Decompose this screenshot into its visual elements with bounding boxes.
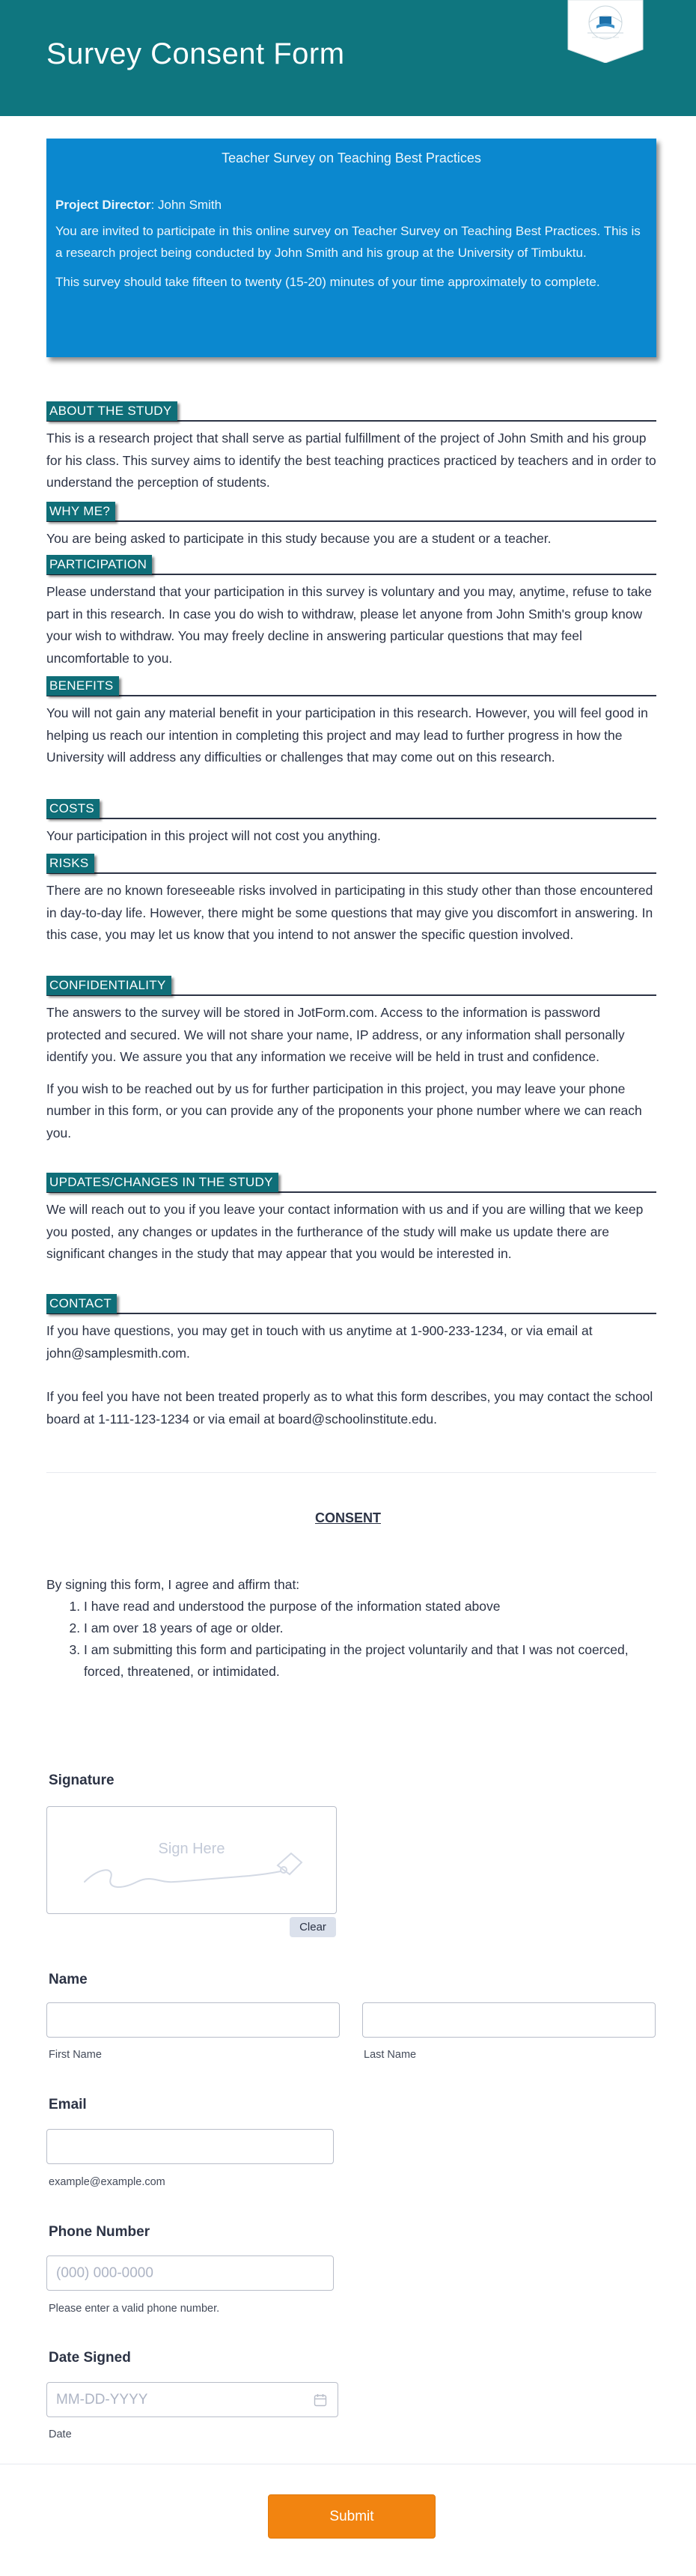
section-participation bbox=[46, 551, 656, 669]
section-benefits bbox=[46, 672, 656, 769]
clear-signature-button[interactable]: Clear bbox=[290, 1917, 336, 1937]
section-why-me bbox=[46, 498, 656, 550]
school-logo bbox=[567, 0, 644, 63]
section-text-about: This is a research project that shall serve as partial fulfillment of the project of John Smith and his group for his class. This survey aims to identify the best teaching practices practiced by teachers and in order to understand the perception of students. bbox=[46, 431, 656, 490]
consent-item: 3. I am submitting this form and participating in the project voluntarily and that I was not coerced, forced, threatened, or intimidated. bbox=[84, 1639, 656, 1683]
date-placeholder: MM-DD-YYYY bbox=[56, 2392, 148, 2408]
first-name-sublabel: First Name bbox=[49, 2049, 102, 2061]
email-label: Email bbox=[49, 2097, 87, 2112]
signature-pad[interactable] bbox=[46, 1806, 337, 1914]
section-label-confidentiality: CONFIDENTIALITY bbox=[46, 976, 171, 995]
consent-title: CONSENT bbox=[314, 1510, 381, 1525]
section-label-contact: CONTACT bbox=[46, 1294, 117, 1313]
consent-item: 2. I am over 18 years of age or older. bbox=[84, 1617, 656, 1639]
section-label-about: ABOUT THE STUDY bbox=[46, 401, 177, 421]
director-name: : John Smith bbox=[150, 198, 222, 212]
consent-list bbox=[46, 1596, 656, 1683]
section-risks bbox=[46, 850, 656, 947]
section-label-why-me: WHY ME? bbox=[46, 502, 115, 521]
submit-button[interactable]: Submit bbox=[268, 2494, 436, 2539]
section-text-risks: There are no known foreseeable risks involved in participating in this study other than those encountered in day-to-day life. However, there might be some questions that may give you discomfort in answering. In this case, you may let us know that you intend to not answer the specific question involved. bbox=[46, 883, 653, 942]
consent-item: 1. I have read and understood the purpose of the information stated above bbox=[84, 1596, 656, 1617]
phone-label: Phone Number bbox=[49, 2224, 150, 2240]
section-confidentiality bbox=[46, 972, 656, 1144]
section-label-costs: COSTS bbox=[46, 799, 100, 818]
section-about bbox=[46, 398, 656, 494]
section-label-updates: UPDATES/CHANGES IN THE STUDY bbox=[46, 1173, 278, 1192]
section-text-benefits: You will not gain any material benefit in your participation in this research. However, you will feel good in helping us reach our intention in completing this project and may lead to further progress in how the University will address any difficulties or challenges that may come out on this research. bbox=[46, 705, 648, 765]
signature-label: Signature bbox=[49, 1772, 115, 1788]
section-text-participation: Please understand that your participation in this survey is voluntary and you may, anytime, refuse to take part in this research. In case you do wish to withdraw, please let anyone from John Smith's group know your wish to withdraw. You may freely decline in answering particular questions that may feel uncomfortable to you. bbox=[46, 584, 652, 666]
section-text-why-me: You are being asked to participate in this study because you are a student or a teacher. bbox=[46, 531, 552, 546]
signature-pen-icon bbox=[77, 1837, 317, 1897]
date-input[interactable] bbox=[46, 2382, 338, 2417]
form-title: Survey Consent Form bbox=[46, 37, 345, 70]
last-name-input[interactable] bbox=[362, 2002, 656, 2038]
intro-paragraph-1: You are invited to participate in this online survey on Teacher Survey on Teaching Best Practices. This is a research project being conducted by John Smith and his group at the University of Timbuktu. bbox=[55, 224, 641, 260]
section-contact bbox=[46, 1290, 656, 1430]
section-label-risks: RISKS bbox=[46, 854, 94, 873]
section-text-confidentiality-1: The answers to the survey will be stored in JotForm.com. Access to the information is password protected and secured. We will not share your name, IP address, or any information shall personally identify you. We assure you that any information we receive will be held in trust and confidence. bbox=[46, 1005, 625, 1064]
divider bbox=[46, 1472, 656, 1473]
section-text-updates: We will reach out to you if you leave your contact information with us and if you are willing that we keep you posted, any changes or updates in the furtherance of the study will make us update there are significant changes in the study that may appear that you would be interested in. bbox=[46, 1202, 644, 1261]
calendar-icon[interactable] bbox=[314, 2393, 327, 2407]
name-label: Name bbox=[49, 1972, 88, 1987]
section-text-confidentiality-2: If you wish to be reached out by us for further participation in this project, you may leave your phone number in this form, or you can provide any of the proponents your phone number where we can reach you. bbox=[46, 1081, 642, 1140]
project-director bbox=[55, 198, 647, 213]
intro-box bbox=[46, 139, 656, 357]
section-text-contact-1: If you have questions, you may get in touch with us anytime at 1-900-233-1234, or via email at john@samplesmith.com. bbox=[46, 1323, 593, 1361]
section-text-contact-2: If you feel you have not been treated properly as to what this form describes, you may contact the school board at 1-111-123-1234 or via email at board@schoolinstitute.edu. bbox=[46, 1389, 653, 1427]
last-name-sublabel: Last Name bbox=[364, 2049, 417, 2061]
phone-input[interactable]: (000) 000-0000 bbox=[46, 2255, 334, 2291]
email-sublabel: example@example.com bbox=[49, 2176, 165, 2188]
section-costs bbox=[46, 795, 656, 848]
first-name-input[interactable] bbox=[46, 2002, 340, 2038]
section-label-participation: PARTICIPATION bbox=[46, 555, 152, 574]
date-sublabel: Date bbox=[49, 2428, 72, 2440]
phone-sublabel: Please enter a valid phone number. bbox=[49, 2303, 220, 2315]
email-input[interactable] bbox=[46, 2129, 334, 2164]
section-label-benefits: BENEFITS bbox=[46, 676, 119, 696]
consent-lead: By signing this form, I agree and affirm that: bbox=[46, 1577, 300, 1592]
date-signed-label: Date Signed bbox=[49, 2350, 131, 2366]
section-text-costs: Your participation in this project will not cost you anything. bbox=[46, 828, 381, 843]
consent-body bbox=[46, 1574, 656, 1683]
form-header bbox=[0, 0, 696, 116]
intro-paragraph-2: This survey should take fifteen to twenty (15-20) minutes of your time approximately to complete. bbox=[55, 275, 600, 289]
section-updates bbox=[46, 1169, 656, 1266]
sign-here-text: Sign Here bbox=[158, 1841, 225, 1857]
survey-title: Teacher Survey on Teaching Best Practices bbox=[222, 151, 481, 165]
director-label: Project Director bbox=[55, 198, 151, 212]
